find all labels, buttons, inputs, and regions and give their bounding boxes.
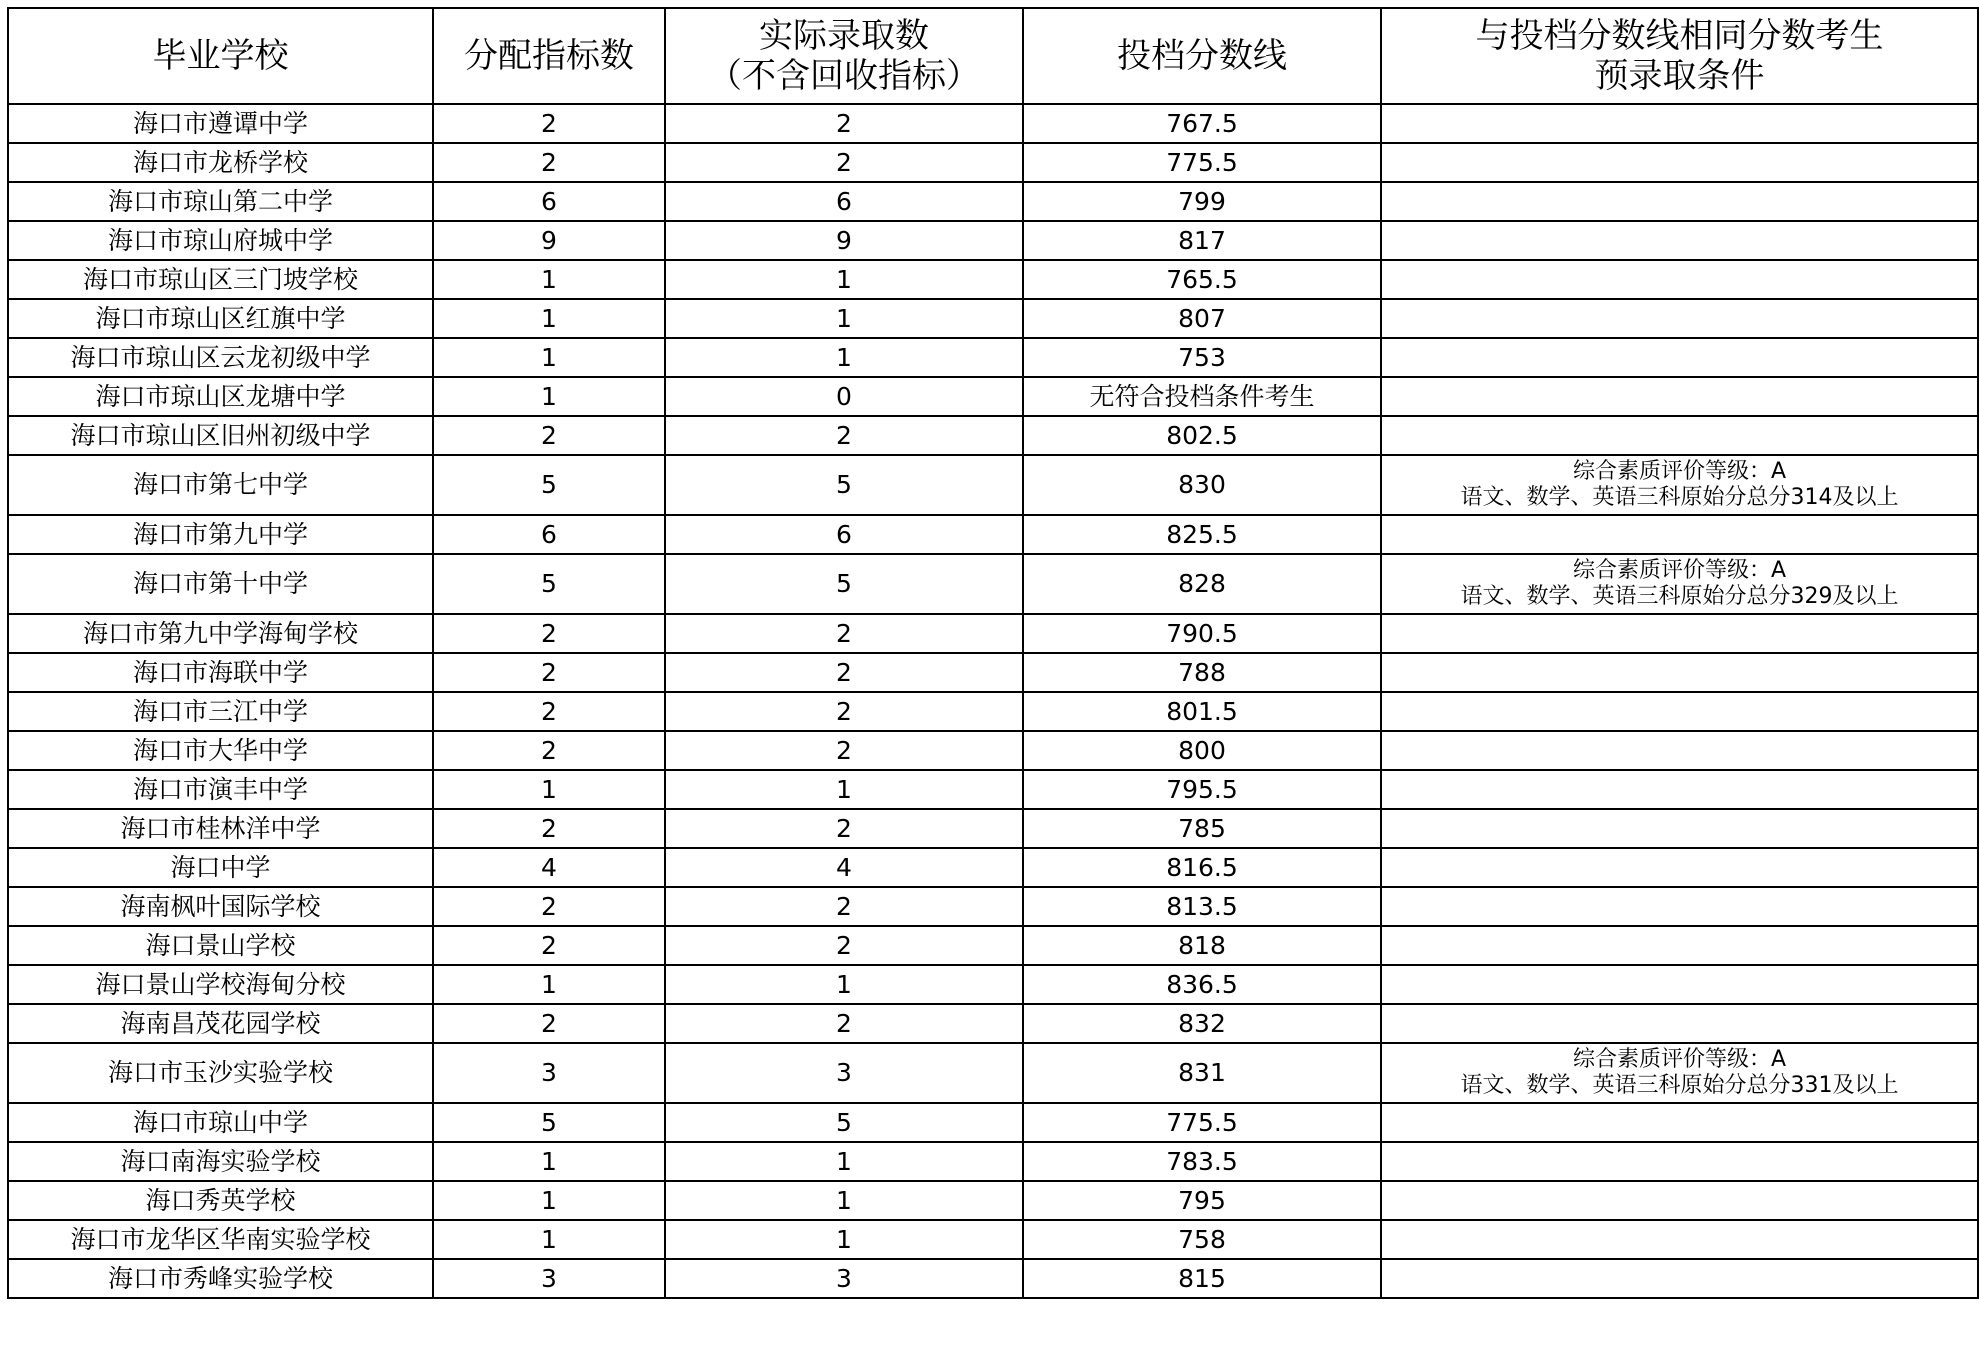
cell-admitted: 1	[665, 1181, 1023, 1220]
cell-school: 海口市琼山区云龙初级中学	[8, 338, 433, 377]
cell-tie-condition	[1381, 377, 1978, 416]
cell-tie-condition	[1381, 1103, 1978, 1142]
cell-quota: 1	[433, 260, 665, 299]
tie-condition-grade: 综合素质评价等级：A	[1572, 459, 1787, 484]
cell-tie-condition	[1381, 770, 1978, 809]
cell-cutoff: 753	[1023, 338, 1381, 377]
table-row	[8, 770, 1978, 809]
cell-admitted: 2	[665, 143, 1023, 182]
cell-quota: 3	[433, 1043, 665, 1103]
table-row	[8, 1043, 1978, 1103]
table-row	[8, 1103, 1978, 1142]
cell-school: 海口中学	[8, 848, 433, 887]
cell-admitted: 0	[665, 377, 1023, 416]
cell-school: 海口市遵谭中学	[8, 104, 433, 143]
cell-tie-condition	[1381, 221, 1978, 260]
cell-admitted: 1	[665, 965, 1023, 1004]
cell-school: 海口市三江中学	[8, 692, 433, 731]
cell-quota: 4	[433, 848, 665, 887]
cell-tie-condition	[1381, 1259, 1978, 1298]
cell-cutoff: 800	[1023, 731, 1381, 770]
header-tie-line2: 预录取条件	[1594, 56, 1765, 96]
table-row	[8, 653, 1978, 692]
table-body	[8, 104, 1978, 1298]
cell-cutoff: 795.5	[1023, 770, 1381, 809]
cell-school: 海口市琼山区三门坡学校	[8, 260, 433, 299]
table-row	[8, 182, 1978, 221]
cell-school: 海口市龙华区华南实验学校	[8, 1220, 433, 1259]
cell-admitted: 1	[665, 770, 1023, 809]
header-tie-condition	[1381, 8, 1978, 104]
cell-admitted: 3	[665, 1259, 1023, 1298]
cell-admitted: 2	[665, 104, 1023, 143]
header-admitted	[665, 8, 1023, 104]
header-cutoff: 投档分数线	[1023, 8, 1381, 104]
cell-admitted: 6	[665, 182, 1023, 221]
cell-school: 海口市琼山中学	[8, 1103, 433, 1142]
header-admitted-line1: 实际录取数	[759, 16, 929, 56]
cell-admitted: 2	[665, 809, 1023, 848]
table-row	[8, 1259, 1978, 1298]
table-row	[8, 1181, 1978, 1220]
table-row	[8, 731, 1978, 770]
cell-quota: 2	[433, 614, 665, 653]
cell-cutoff: 801.5	[1023, 692, 1381, 731]
cell-cutoff: 825.5	[1023, 515, 1381, 554]
table-row	[8, 965, 1978, 1004]
cell-admitted: 2	[665, 731, 1023, 770]
cell-tie-condition	[1381, 515, 1978, 554]
header-school: 毕业学校	[8, 8, 433, 104]
cell-quota: 1	[433, 299, 665, 338]
cell-tie-condition	[1381, 965, 1978, 1004]
cell-quota: 1	[433, 1220, 665, 1259]
table-row	[8, 926, 1978, 965]
cell-cutoff: 830	[1023, 455, 1381, 515]
cell-school: 海口市第九中学海甸学校	[8, 614, 433, 653]
cell-school: 海口市大华中学	[8, 731, 433, 770]
cell-cutoff: 813.5	[1023, 887, 1381, 926]
header-tie-line1: 与投档分数线相同分数考生	[1475, 16, 1884, 56]
cell-admitted: 1	[665, 299, 1023, 338]
table-row	[8, 104, 1978, 143]
cell-school: 海口市琼山区红旗中学	[8, 299, 433, 338]
header-row	[8, 8, 1978, 104]
cell-school: 海口市龙桥学校	[8, 143, 433, 182]
admission-table-container	[7, 7, 1979, 1299]
tie-condition-score: 语文、数学、英语三科原始分总分329及以上	[1460, 584, 1899, 609]
cell-cutoff: 783.5	[1023, 1142, 1381, 1181]
cell-admitted: 5	[665, 554, 1023, 614]
cell-quota: 5	[433, 1103, 665, 1142]
table-row	[8, 416, 1978, 455]
table-row	[8, 377, 1978, 416]
cell-school: 海口市演丰中学	[8, 770, 433, 809]
cell-admitted: 2	[665, 692, 1023, 731]
cell-tie-condition	[1381, 1043, 1978, 1103]
cell-quota: 2	[433, 926, 665, 965]
cell-cutoff: 816.5	[1023, 848, 1381, 887]
table-row	[8, 1004, 1978, 1043]
table-row	[8, 848, 1978, 887]
table-row	[8, 1220, 1978, 1259]
cell-admitted: 5	[665, 455, 1023, 515]
cell-tie-condition	[1381, 455, 1978, 515]
cell-quota: 5	[433, 554, 665, 614]
table-row	[8, 260, 1978, 299]
cell-quota: 1	[433, 1142, 665, 1181]
table-row	[8, 809, 1978, 848]
cell-quota: 2	[433, 416, 665, 455]
table-row	[8, 455, 1978, 515]
cell-school: 海口景山学校	[8, 926, 433, 965]
cell-school: 海南昌茂花园学校	[8, 1004, 433, 1043]
cell-school: 海口市琼山区旧州初级中学	[8, 416, 433, 455]
cell-cutoff: 788	[1023, 653, 1381, 692]
cell-tie-condition	[1381, 926, 1978, 965]
cell-tie-condition	[1381, 1220, 1978, 1259]
cell-admitted: 1	[665, 338, 1023, 377]
cell-admitted: 1	[665, 1142, 1023, 1181]
cell-cutoff: 836.5	[1023, 965, 1381, 1004]
table-row	[8, 338, 1978, 377]
cell-quota: 1	[433, 338, 665, 377]
cell-tie-condition	[1381, 887, 1978, 926]
cell-tie-condition	[1381, 809, 1978, 848]
table-row	[8, 143, 1978, 182]
cell-school: 海口南海实验学校	[8, 1142, 433, 1181]
table-row	[8, 1142, 1978, 1181]
cell-admitted: 2	[665, 887, 1023, 926]
cell-quota: 1	[433, 965, 665, 1004]
cell-cutoff: 802.5	[1023, 416, 1381, 455]
cell-tie-condition	[1381, 416, 1978, 455]
cell-admitted: 3	[665, 1043, 1023, 1103]
cell-tie-condition	[1381, 692, 1978, 731]
table-row	[8, 554, 1978, 614]
cell-admitted: 2	[665, 926, 1023, 965]
cell-tie-condition	[1381, 260, 1978, 299]
cell-cutoff: 818	[1023, 926, 1381, 965]
cell-school: 海口市玉沙实验学校	[8, 1043, 433, 1103]
cell-tie-condition	[1381, 338, 1978, 377]
cell-school: 海口秀英学校	[8, 1181, 433, 1220]
table-row	[8, 221, 1978, 260]
cell-tie-condition	[1381, 731, 1978, 770]
cell-admitted: 4	[665, 848, 1023, 887]
cell-quota: 2	[433, 104, 665, 143]
cell-cutoff: 758	[1023, 1220, 1381, 1259]
cell-school: 海口市桂林洋中学	[8, 809, 433, 848]
cell-school: 海口市琼山区龙塘中学	[8, 377, 433, 416]
cell-admitted: 1	[665, 1220, 1023, 1259]
cell-school: 海口市琼山第二中学	[8, 182, 433, 221]
cell-cutoff: 795	[1023, 1181, 1381, 1220]
cell-admitted: 2	[665, 1004, 1023, 1043]
admission-table	[7, 7, 1979, 1299]
cell-quota: 2	[433, 692, 665, 731]
cell-quota: 2	[433, 731, 665, 770]
cell-admitted: 1	[665, 260, 1023, 299]
cell-tie-condition	[1381, 653, 1978, 692]
cell-cutoff: 831	[1023, 1043, 1381, 1103]
cell-cutoff: 785	[1023, 809, 1381, 848]
table-row	[8, 515, 1978, 554]
cell-tie-condition	[1381, 614, 1978, 653]
cell-tie-condition	[1381, 1142, 1978, 1181]
cell-tie-condition	[1381, 554, 1978, 614]
cell-admitted: 6	[665, 515, 1023, 554]
tie-condition-grade: 综合素质评价等级：A	[1572, 558, 1787, 583]
cell-tie-condition	[1381, 1004, 1978, 1043]
cell-quota: 6	[433, 515, 665, 554]
table-row	[8, 887, 1978, 926]
table-row	[8, 299, 1978, 338]
cell-tie-condition	[1381, 104, 1978, 143]
cell-quota: 2	[433, 143, 665, 182]
tie-condition-score: 语文、数学、英语三科原始分总分331及以上	[1460, 1073, 1899, 1098]
cell-admitted: 2	[665, 653, 1023, 692]
cell-quota: 2	[433, 887, 665, 926]
cell-cutoff: 815	[1023, 1259, 1381, 1298]
cell-quota: 5	[433, 455, 665, 515]
cell-cutoff: 775.5	[1023, 143, 1381, 182]
cell-cutoff: 无符合投档条件考生	[1023, 377, 1381, 416]
tie-condition-grade: 综合素质评价等级：A	[1572, 1047, 1787, 1072]
table-header	[8, 8, 1978, 104]
cell-cutoff: 790.5	[1023, 614, 1381, 653]
cell-quota: 1	[433, 770, 665, 809]
cell-quota: 2	[433, 1004, 665, 1043]
cell-tie-condition	[1381, 143, 1978, 182]
cell-quota: 6	[433, 182, 665, 221]
cell-cutoff: 765.5	[1023, 260, 1381, 299]
cell-school: 海口市琼山府城中学	[8, 221, 433, 260]
cell-cutoff: 799	[1023, 182, 1381, 221]
cell-school: 海口景山学校海甸分校	[8, 965, 433, 1004]
cell-tie-condition	[1381, 1181, 1978, 1220]
cell-school: 海口市第十中学	[8, 554, 433, 614]
cell-tie-condition	[1381, 848, 1978, 887]
cell-quota: 3	[433, 1259, 665, 1298]
cell-school: 海口市海联中学	[8, 653, 433, 692]
cell-cutoff: 828	[1023, 554, 1381, 614]
header-quota: 分配指标数	[433, 8, 665, 104]
cell-admitted: 2	[665, 614, 1023, 653]
cell-cutoff: 832	[1023, 1004, 1381, 1043]
table-row	[8, 692, 1978, 731]
cell-admitted: 9	[665, 221, 1023, 260]
cell-admitted: 5	[665, 1103, 1023, 1142]
cell-cutoff: 817	[1023, 221, 1381, 260]
cell-tie-condition	[1381, 182, 1978, 221]
cell-cutoff: 775.5	[1023, 1103, 1381, 1142]
header-admitted-line2: （不含回收指标）	[708, 56, 980, 96]
cell-school: 海南枫叶国际学校	[8, 887, 433, 926]
cell-quota: 1	[433, 377, 665, 416]
cell-school: 海口市第七中学	[8, 455, 433, 515]
cell-quota: 9	[433, 221, 665, 260]
cell-quota: 2	[433, 653, 665, 692]
cell-quota: 1	[433, 1181, 665, 1220]
cell-tie-condition	[1381, 299, 1978, 338]
cell-cutoff: 807	[1023, 299, 1381, 338]
cell-admitted: 2	[665, 416, 1023, 455]
cell-school: 海口市第九中学	[8, 515, 433, 554]
tie-condition-score: 语文、数学、英语三科原始分总分314及以上	[1460, 485, 1899, 510]
cell-quota: 2	[433, 809, 665, 848]
cell-cutoff: 767.5	[1023, 104, 1381, 143]
table-row	[8, 614, 1978, 653]
cell-school: 海口市秀峰实验学校	[8, 1259, 433, 1298]
